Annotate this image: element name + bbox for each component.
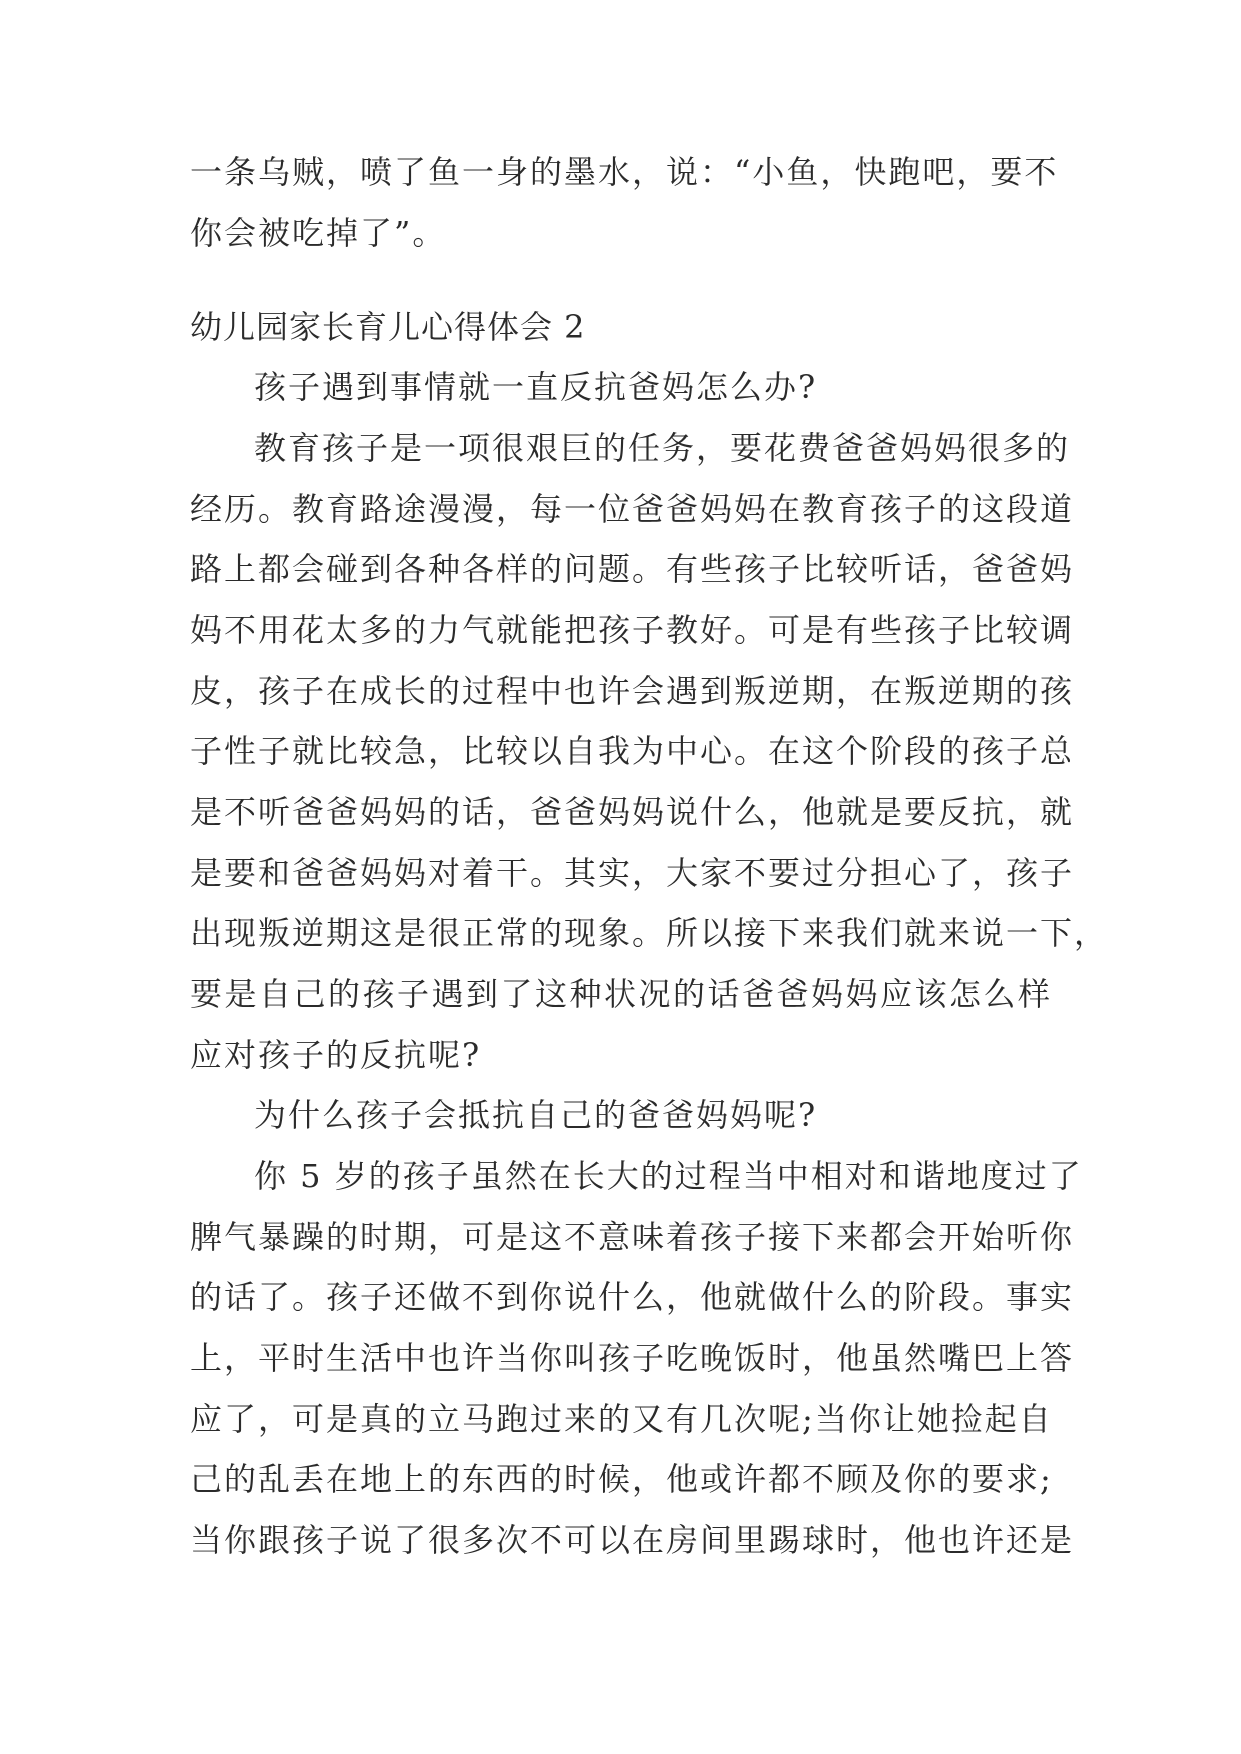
section-title: 幼儿园家长育儿心得体会 2 bbox=[190, 308, 586, 346]
paragraph-line: 脾气暴躁的时期，可是这不意味着孩子接下来都会开始听你 bbox=[190, 1218, 1075, 1256]
paragraph-line: 己的乱丢在地上的东西的时候，他或许都不顾及你的要求; bbox=[190, 1460, 1053, 1498]
intro-line: 你会被吃掉了”。 bbox=[190, 214, 447, 252]
paragraph-line: 教育孩子是一项很艰巨的任务，要花费爸爸妈妈很多的 bbox=[254, 429, 1071, 467]
paragraph-line: 应了，可是真的立马跑过来的又有几次呢;当你让她捡起自 bbox=[190, 1400, 1053, 1438]
intro-line: 一条乌贼，喷了鱼一身的墨水，说：“小鱼，快跑吧，要不 bbox=[190, 153, 1059, 191]
paragraph-line: 路上都会碰到各种各样的问题。有些孩子比较听话，爸爸妈 bbox=[190, 550, 1075, 588]
paragraph-line: 出现叛逆期这是很正常的现象。所以接下来我们就来说一下， bbox=[190, 914, 1109, 952]
paragraph-line: 上，平时生活中也许当你叫孩子吃晚饭时，他虽然嘴巴上答 bbox=[190, 1339, 1075, 1377]
paragraph-line: 你 5 岁的孩子虽然在长大的过程当中相对和谐地度过了 bbox=[254, 1157, 1083, 1195]
paragraph-line: 要是自己的孩子遇到了这种状况的话爸爸妈妈应该怎么样 bbox=[190, 975, 1052, 1013]
paragraph-line: 是不听爸爸妈妈的话，爸爸妈妈说什么，他就是要反抗，就 bbox=[190, 793, 1075, 831]
paragraph-line: 当你跟孩子说了很多次不可以在房间里踢球时，他也许还是 bbox=[190, 1521, 1075, 1559]
question-heading: 为什么孩子会抵抗自己的爸爸妈妈呢? bbox=[254, 1096, 818, 1134]
paragraph-line: 是要和爸爸妈妈对着干。其实，大家不要过分担心了，孩子 bbox=[190, 854, 1075, 892]
paragraph-line: 经历。教育路途漫漫，每一位爸爸妈妈在教育孩子的这段道 bbox=[190, 490, 1075, 528]
paragraph-line: 妈不用花太多的力气就能把孩子教好。可是有些孩子比较调 bbox=[190, 611, 1075, 649]
paragraph-line: 皮，孩子在成长的过程中也许会遇到叛逆期，在叛逆期的孩 bbox=[190, 672, 1075, 710]
paragraph-line: 的话了。孩子还做不到你说什么，他就做什么的阶段。事实 bbox=[190, 1278, 1075, 1316]
paragraph-line: 应对孩子的反抗呢? bbox=[190, 1036, 482, 1074]
question-heading: 孩子遇到事情就一直反抗爸妈怎么办? bbox=[254, 368, 818, 406]
paragraph-line: 子性子就比较急，比较以自我为中心。在这个阶段的孩子总 bbox=[190, 732, 1075, 770]
